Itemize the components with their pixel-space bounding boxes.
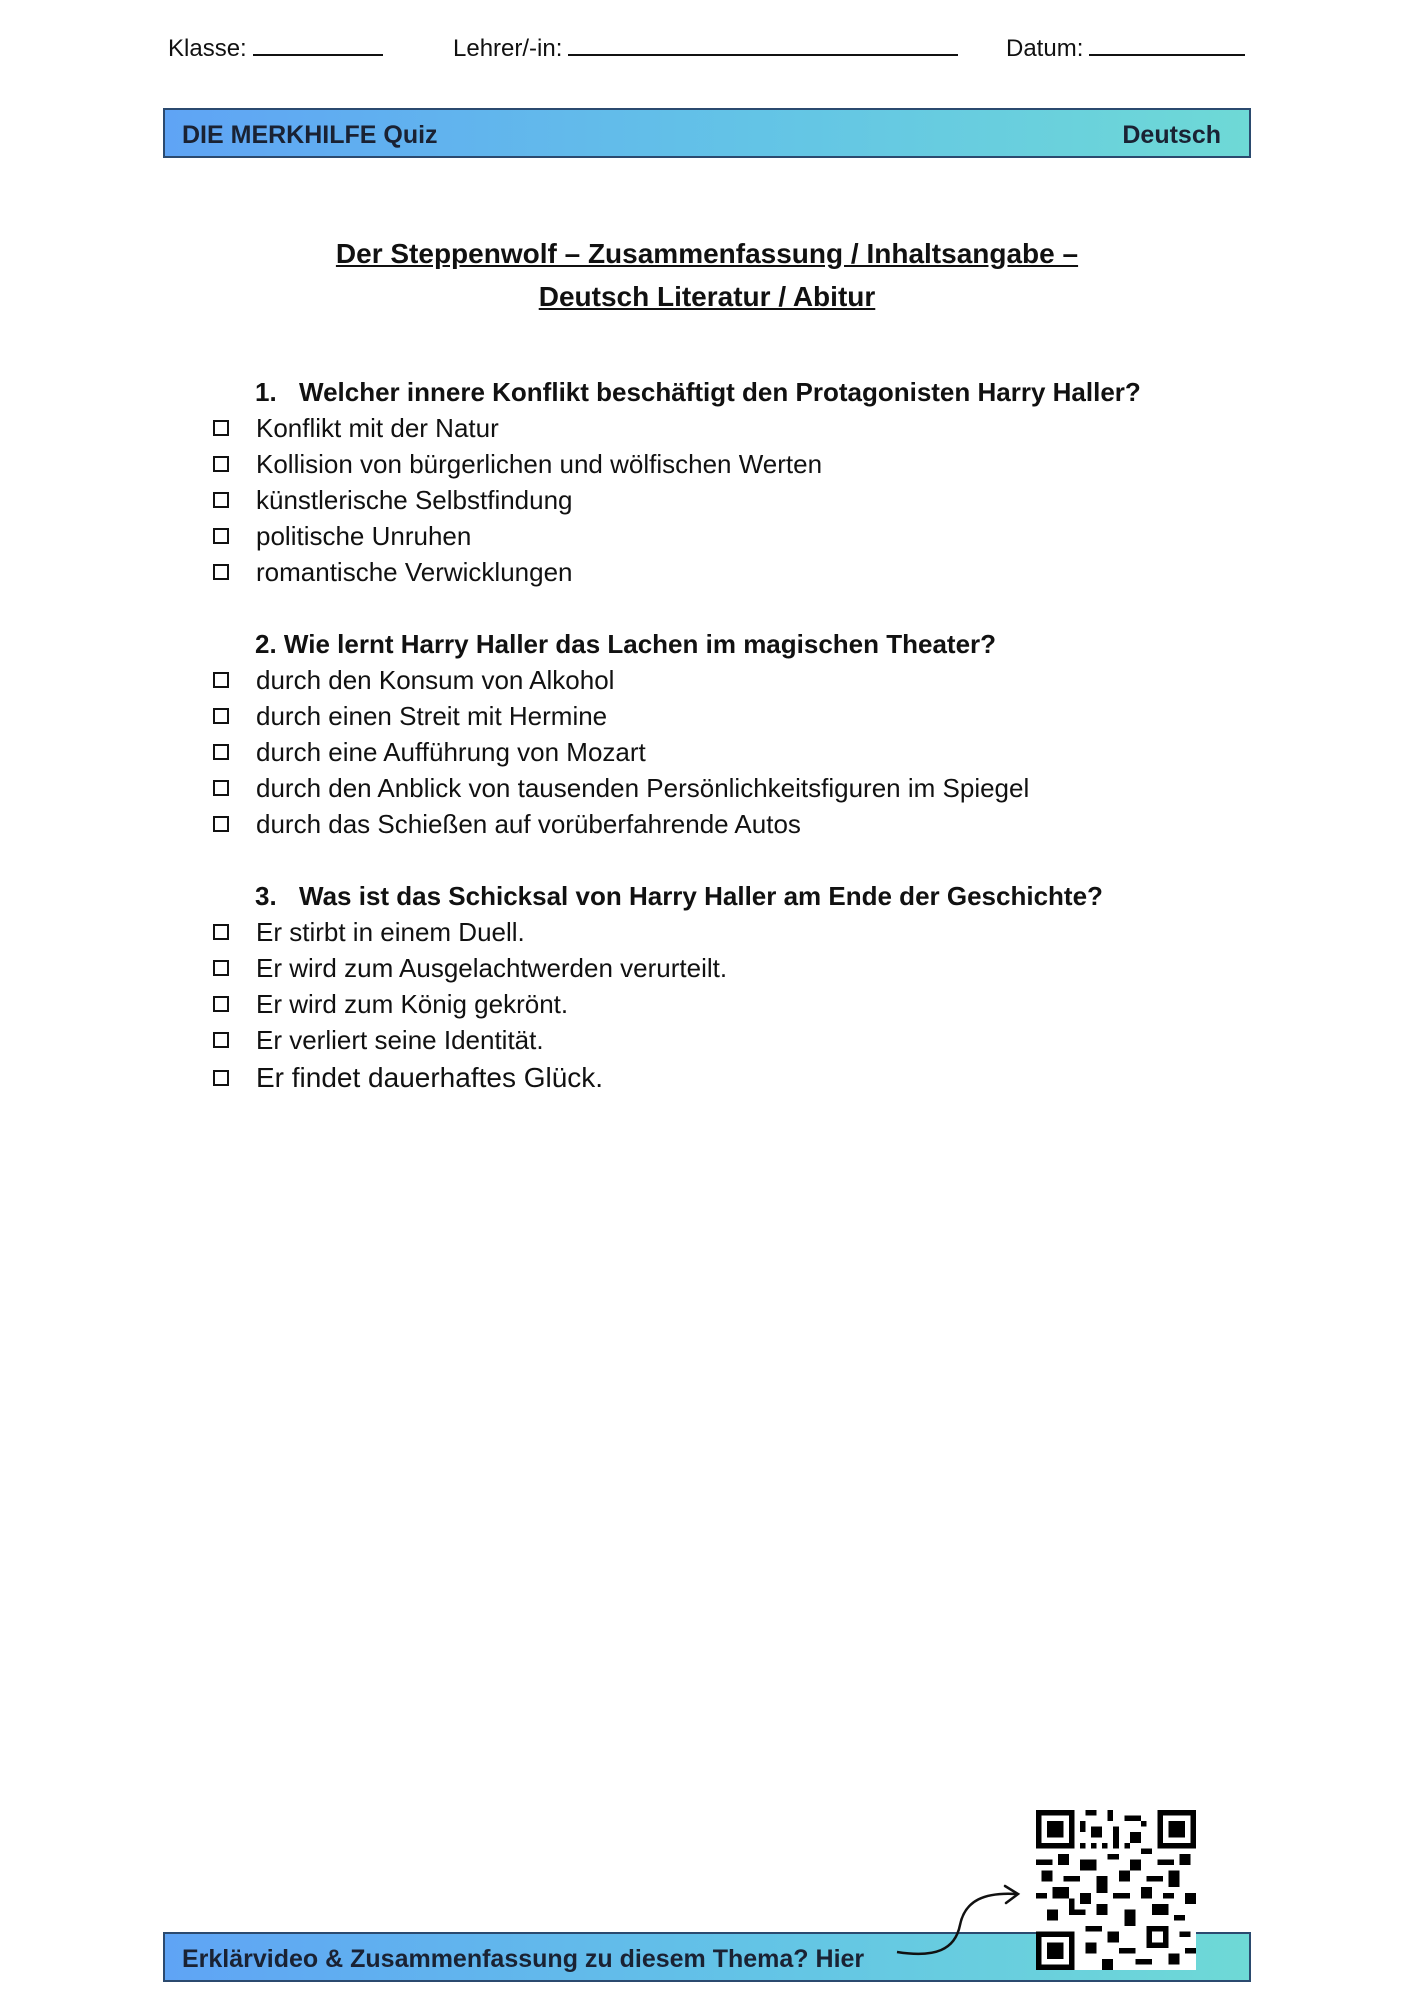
question-label: Wie lernt Harry Haller das Lachen im magischen Theater? [283, 629, 997, 659]
checkbox[interactable] [213, 996, 229, 1012]
qr-code-icon[interactable] [1036, 1810, 1196, 1970]
option-label: durch den Anblick von tausenden Persönlichkeitsfiguren im Spiegel [256, 773, 1030, 803]
checkbox[interactable] [213, 456, 229, 472]
answer-option[interactable] [205, 734, 1305, 770]
question-text [205, 878, 1305, 914]
page-title [0, 232, 1414, 318]
option-label: durch das Schießen auf vorüberfahrende Autos [256, 809, 801, 839]
lehrer-field[interactable] [453, 32, 958, 63]
option-label: politische Unruhen [256, 521, 472, 551]
klasse-label: Klasse: [168, 35, 247, 62]
answer-option[interactable] [205, 986, 1305, 1022]
question-list [205, 374, 1305, 1134]
klasse-line [253, 32, 383, 56]
video-banner-text: Erklärvideo & Zusammenfassung zu diesem Thema? Hier [182, 1945, 865, 1973]
option-label: durch eine Aufführung von Mozart [256, 737, 646, 767]
checkbox[interactable] [213, 744, 229, 760]
header-fields [168, 32, 1248, 68]
option-label: Er stirbt in einem Duell. [256, 917, 525, 947]
quiz-banner [163, 108, 1251, 158]
checkbox[interactable] [213, 1032, 229, 1048]
checkbox[interactable] [213, 708, 229, 724]
answer-option[interactable] [205, 554, 1305, 590]
checkbox[interactable] [213, 816, 229, 832]
question-3 [205, 878, 1305, 1098]
checkbox[interactable] [213, 564, 229, 580]
checkbox[interactable] [213, 924, 229, 940]
option-label: künstlerische Selbstfindung [256, 485, 573, 515]
checkbox[interactable] [213, 960, 229, 976]
answer-option[interactable] [205, 662, 1305, 698]
question-label: Welcher innere Konflikt beschäftigt den Protagonisten Harry Haller? [299, 377, 1141, 407]
datum-field[interactable] [1006, 32, 1245, 63]
checkbox[interactable] [213, 1070, 229, 1086]
banner-brand: DIE MERKHILFE Quiz [182, 121, 438, 149]
checkbox[interactable] [213, 420, 229, 436]
answer-option[interactable] [205, 410, 1305, 446]
curved-arrow-icon [895, 1880, 1025, 1960]
answer-option[interactable] [205, 770, 1305, 806]
answer-option[interactable] [205, 806, 1305, 842]
checkbox[interactable] [213, 528, 229, 544]
option-label: romantische Verwicklungen [256, 557, 573, 587]
answer-option[interactable] [205, 698, 1305, 734]
answer-option[interactable] [205, 1058, 1305, 1098]
question-2 [205, 626, 1305, 842]
checkbox[interactable] [213, 672, 229, 688]
datum-line [1089, 32, 1245, 56]
lehrer-label: Lehrer/-in: [453, 35, 563, 62]
option-label: Er wird zum Ausgelachtwerden verurteilt. [256, 953, 728, 983]
option-label: Kollision von bürgerlichen und wölfischen Werten [256, 449, 823, 479]
answer-option[interactable] [205, 446, 1305, 482]
option-label: Er verliert seine Identität. [256, 1025, 544, 1055]
answer-option[interactable] [205, 950, 1305, 986]
answer-option[interactable] [205, 518, 1305, 554]
option-label: durch den Konsum von Alkohol [256, 665, 615, 695]
option-label: durch einen Streit mit Hermine [256, 701, 608, 731]
question-1 [205, 374, 1305, 590]
option-label: Konflikt mit der Natur [256, 413, 499, 443]
question-number: 3. [255, 881, 277, 911]
answer-option[interactable] [205, 1022, 1305, 1058]
checkbox[interactable] [213, 492, 229, 508]
title-line-1: Der Steppenwolf – Zusammenfassung / Inhaltsangabe – [335, 238, 1079, 269]
question-number: 1. [255, 377, 277, 407]
option-label: Er wird zum König gekrönt. [256, 989, 569, 1019]
option-label: Er findet dauerhaftes Glück. [256, 1062, 604, 1093]
datum-label: Datum: [1006, 35, 1084, 62]
question-text [205, 626, 1305, 662]
klasse-field[interactable] [168, 32, 383, 63]
banner-subject: Deutsch [1122, 121, 1221, 149]
answer-option[interactable] [205, 482, 1305, 518]
lehrer-line [568, 32, 958, 56]
question-label: Was ist das Schicksal von Harry Haller am Ende der Geschichte? [299, 881, 1103, 911]
title-line-2: Deutsch Literatur / Abitur [538, 281, 876, 312]
question-number: 2. [255, 629, 277, 659]
checkbox[interactable] [213, 780, 229, 796]
answer-option[interactable] [205, 914, 1305, 950]
question-text [205, 374, 1305, 410]
